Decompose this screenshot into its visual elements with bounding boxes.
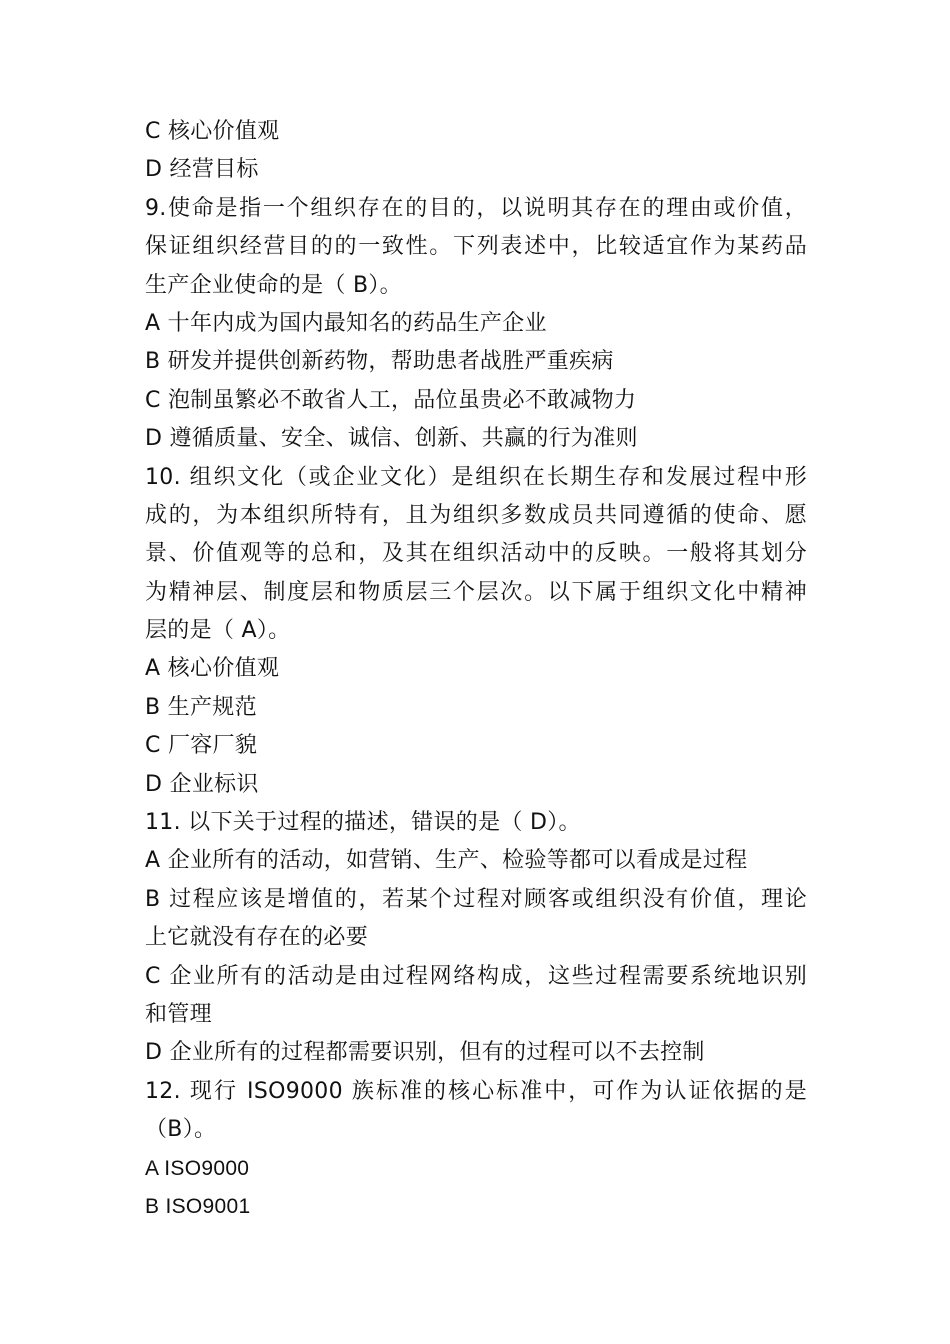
text-line: B 生产规范 bbox=[145, 694, 257, 720]
text-line: 保证组织经营目的的一致性。下列表述中，比较适宜作为某药品 bbox=[145, 234, 807, 260]
text-line: 9.使命是指一个组织存在的目的，以说明其存在的理由或价值， bbox=[145, 195, 807, 221]
text-line: （B）。 bbox=[145, 1117, 217, 1143]
text-line: 层的是（ A）。 bbox=[145, 618, 291, 644]
text-line: 生产企业使命的是（ B）。 bbox=[145, 272, 402, 298]
text-line: 景、价值观等的总和，及其在组织活动中的反映。一般将其划分 bbox=[145, 541, 807, 567]
text-line: D 遵循质量、安全、诚信、创新、共赢的行为准则 bbox=[145, 426, 638, 452]
text-line: 上它就没有存在的必要 bbox=[145, 925, 369, 951]
text-line: D 企业所有的过程都需要识别，但有的过程可以不去控制 bbox=[145, 1040, 705, 1066]
text-line: D 企业标识 bbox=[145, 771, 259, 797]
text-line: A 十年内成为国内最知名的药品生产企业 bbox=[145, 310, 547, 336]
document-page bbox=[145, 113, 807, 1226]
text-line: 成的，为本组织所特有，且为组织多数成员共同遵循的使命、愿 bbox=[145, 502, 807, 528]
text-line: 12. 现行 ISO9000 族标准的核心标准中，可作为认证依据的是 bbox=[145, 1078, 807, 1104]
text-line: C 企业所有的活动是由过程网络构成，这些过程需要系统地识别 bbox=[145, 963, 807, 989]
text-line: A ISO9000 bbox=[145, 1156, 250, 1180]
text-line: C 泡制虽繁必不敢省人工，品位虽贵必不敢减物力 bbox=[145, 387, 637, 413]
text-line: 为精神层、制度层和物质层三个层次。以下属于组织文化中精神 bbox=[145, 579, 807, 605]
text-line: C 厂容厂貌 bbox=[145, 733, 258, 759]
text-line: 和管理 bbox=[145, 1001, 212, 1027]
text-line: C 核心价值观 bbox=[145, 119, 280, 144]
text-line: 10. 组织文化（或企业文化）是组织在长期生存和发展过程中形 bbox=[145, 464, 807, 490]
text-line: B ISO9001 bbox=[145, 1194, 251, 1218]
text-line: B 过程应该是增值的，若某个过程对顾客或组织没有价值，理论 bbox=[145, 886, 807, 912]
text-line: A 核心价值观 bbox=[145, 656, 280, 682]
text-line: B 研发并提供创新药物，帮助患者战胜严重疾病 bbox=[145, 349, 614, 375]
text-line: A 企业所有的活动，如营销、生产、检验等都可以看成是过程 bbox=[145, 848, 748, 874]
text-line: D 经营目标 bbox=[145, 157, 259, 183]
text-line: 11. 以下关于过程的描述，错误的是（ D）。 bbox=[145, 810, 581, 836]
